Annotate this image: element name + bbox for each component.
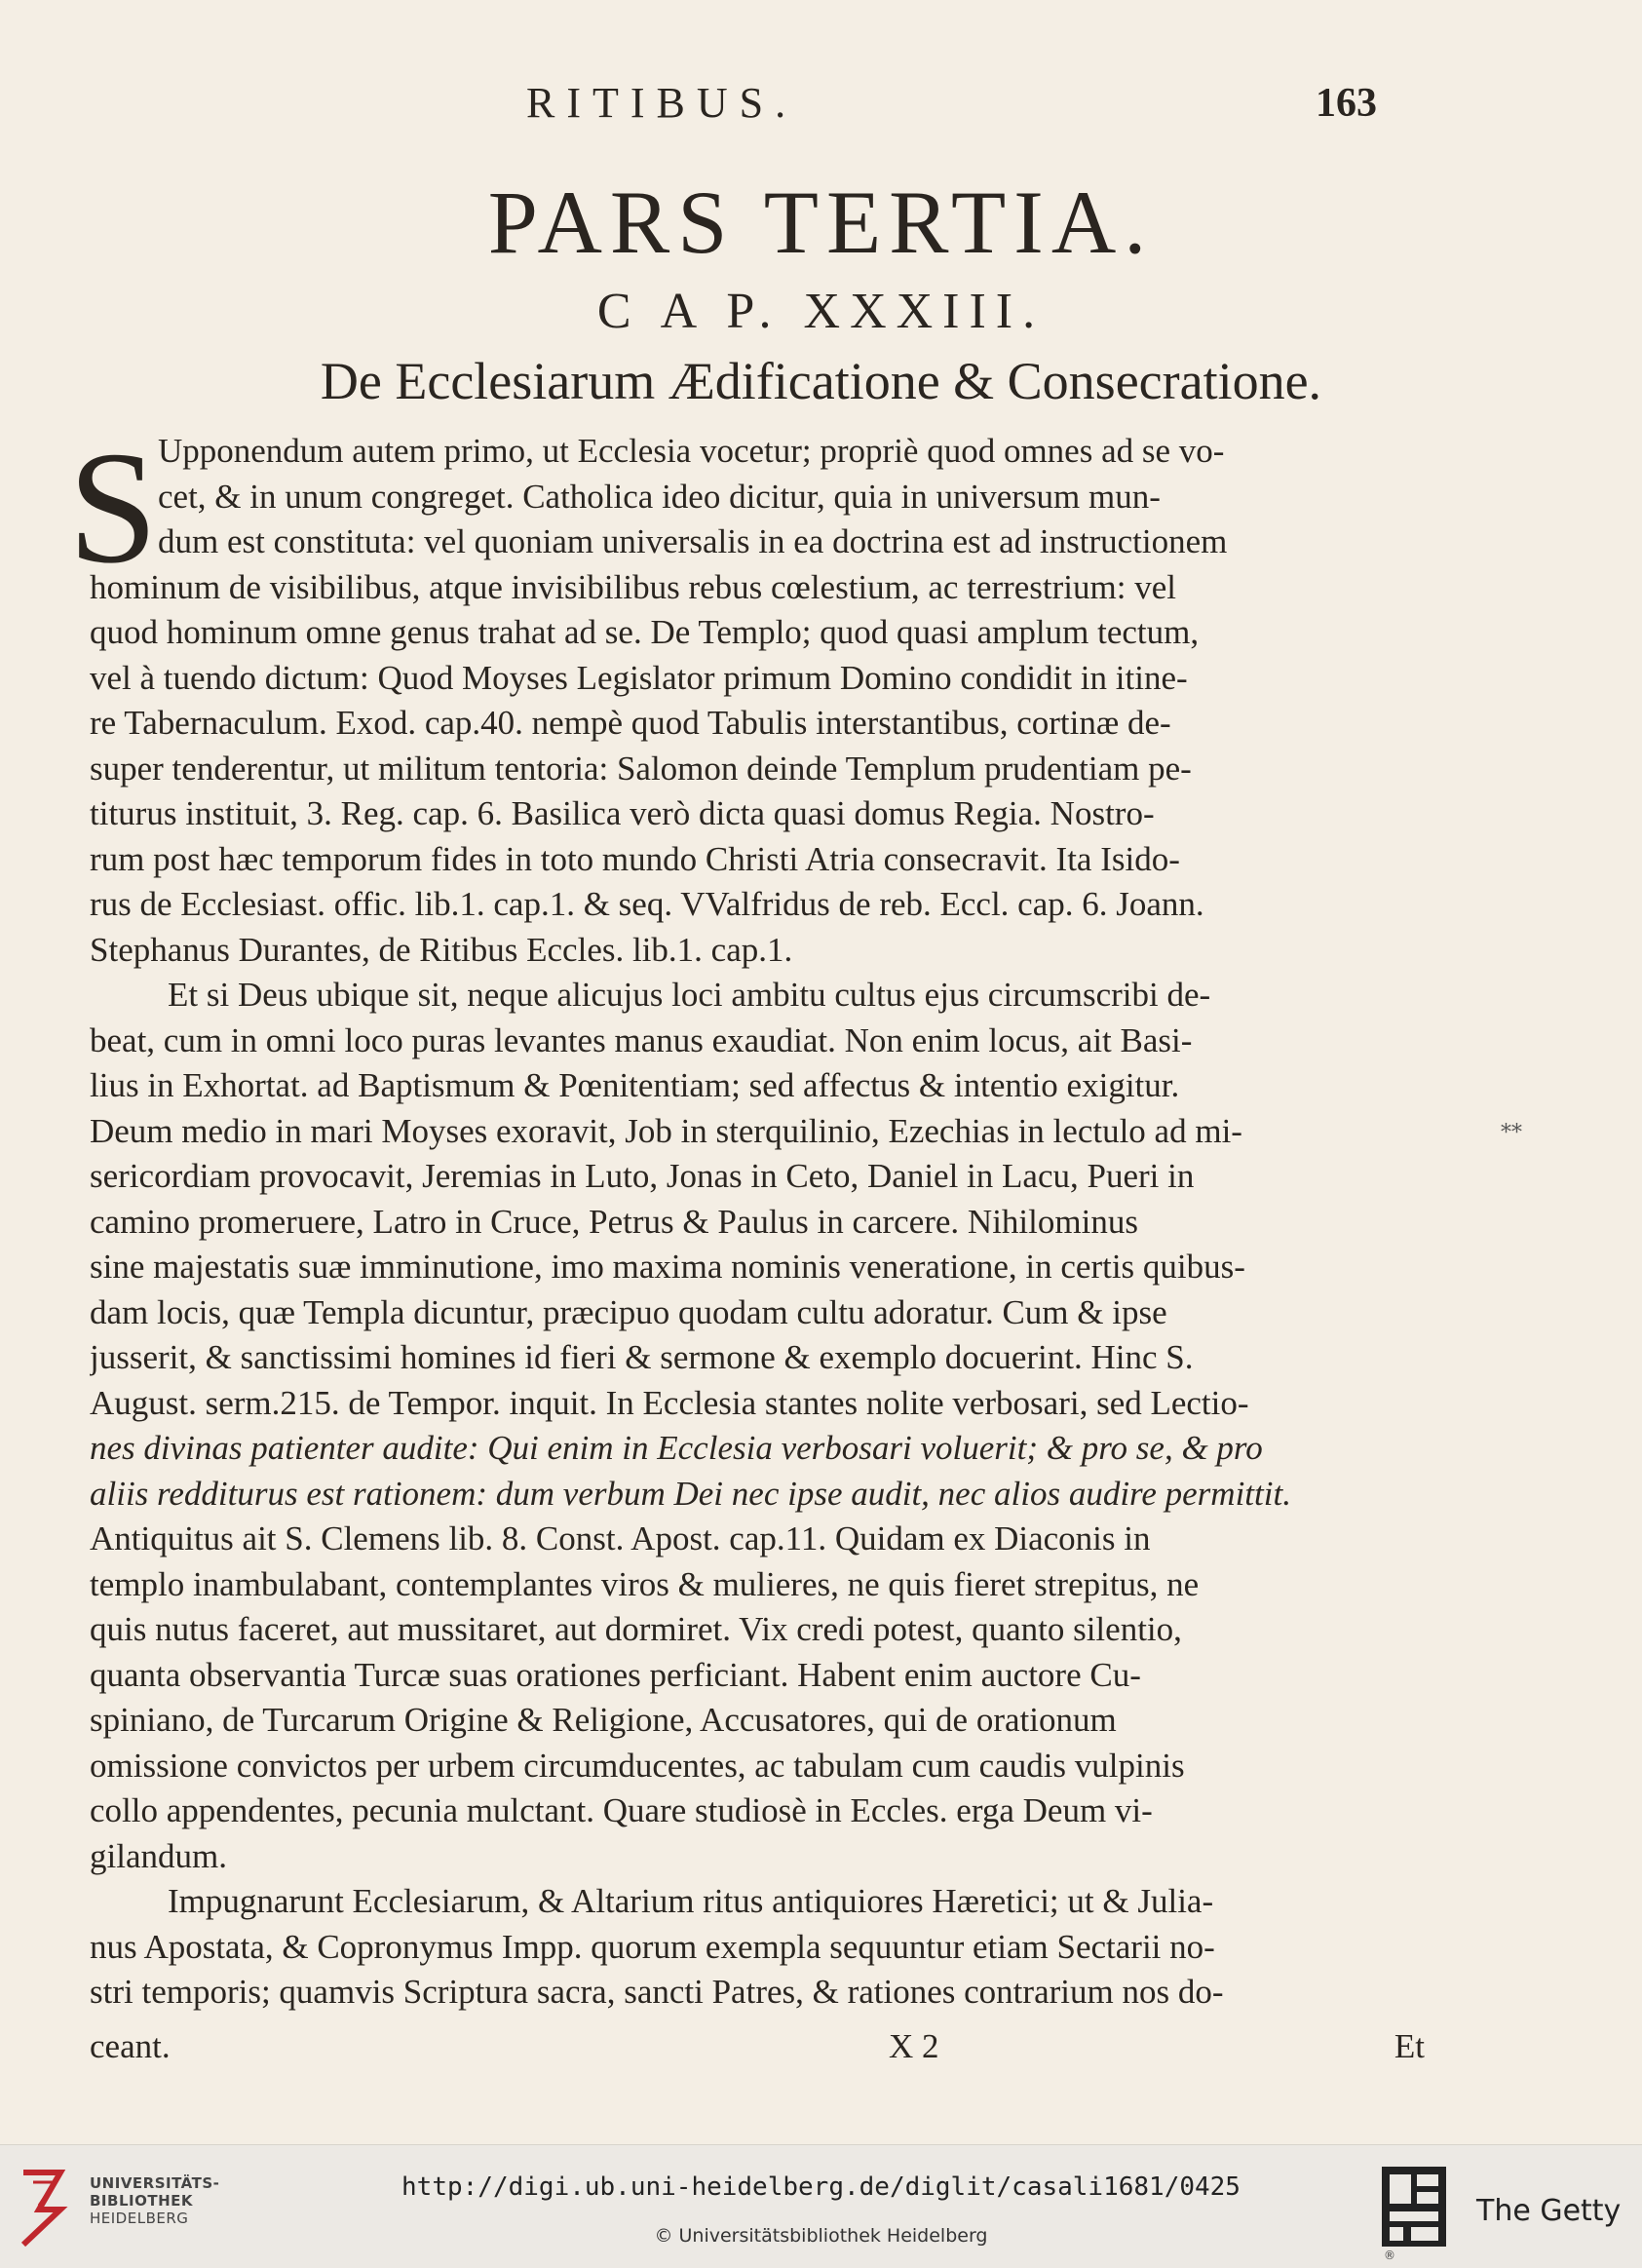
text-line: sine majestatis suæ imminutione, imo maxima nominis veneratione, in certis quibus-	[90, 1248, 1245, 1286]
text-line: jusserit, & sanctissimi homines id fieri & sermone & exemplo docuerint. Hinc S.	[90, 1338, 1194, 1376]
copyright-notice: © Universitätsbibliothek Heidelberg	[654, 2225, 988, 2247]
text-line: nes divinas patienter audite: Qui enim in Ecclesia verbosari voluerit; & pro se, & pro	[90, 1429, 1263, 1467]
text-line: omissione convictos per urbem circumducentes, ac tabulam cum caudis vulpinis	[90, 1746, 1185, 1785]
text-line: dum est constituta: vel quoniam universalis in ea doctrina est ad instructionem	[158, 522, 1228, 560]
text-line: aliis redditurus est rationem: dum verbum Dei nec ipse audit, nec alios audire permittit.	[90, 1474, 1291, 1513]
running-title: RITIBUS.	[526, 79, 798, 127]
text-line: rus de Ecclesiast. offic. lib.1. cap.1. & seq. VValfridus de reb. Eccl. cap. 6. Joann.	[90, 885, 1204, 923]
text-line: camino promeruere, Latro in Cruce, Petrus & Paulus in carcere. Nihilominus	[90, 1202, 1138, 1241]
text-line: templo inambulabant, contemplantes viros & mulieres, ne quis fieret strepitus, ne	[90, 1564, 1200, 1603]
drop-capital: S	[68, 418, 158, 596]
text-line: quod hominum omne genus trahat ad se. De Templo; quod quasi amplum tectum,	[90, 613, 1200, 651]
permalink-url[interactable]: http://digi.ub.uni-heidelberg.de/diglit/casali1681/0425	[401, 2172, 1241, 2202]
chapter-heading: De Ecclesiarum Ædificatione & Consecratione.	[320, 352, 1322, 410]
getty-logo-icon	[1382, 2167, 1446, 2247]
text-line: Deum medio in mari Moyses exoravit, Job in sterquilinio, Ezechias in lectulo ad mi-	[90, 1111, 1242, 1150]
body-text	[90, 429, 1395, 2016]
running-head	[0, 78, 1642, 136]
text-line: spiniano, de Turcarum Origine & Religione, Accusatores, qui de orationum	[90, 1701, 1117, 1739]
text-line: cet, & in unum congreget. Catholica ideo dicitur, quia in universum mun-	[158, 477, 1161, 516]
catchword: Et	[1394, 2027, 1425, 2065]
getty-name: The Getty	[1476, 2194, 1622, 2228]
text-line: Antiquitus ait S. Clemens lib. 8. Const. Apost. cap.11. Quidam ex Diaconis in	[90, 1519, 1151, 1557]
text-line: Et si Deus ubique sit, neque alicujus loci ambitu cultus ejus circumscribi de-	[168, 976, 1211, 1014]
text-line: titurus instituit, 3. Reg. cap. 6. Basilica verò dicta quasi domus Regia. Nostro-	[90, 794, 1155, 832]
registered-mark: ®	[1384, 2249, 1395, 2262]
signature-mark: X 2	[889, 2027, 939, 2065]
viewer-footer	[0, 2144, 1642, 2268]
text-line: Stephanus Durantes, de Ritibus Eccles. lib.1. cap.1.	[90, 930, 793, 969]
text-line: August. serm.215. de Tempor. inquit. In Ecclesia stantes nolite verbosari, sed Lectio-	[90, 1383, 1249, 1422]
text-line: sericordiam provocavit, Jeremias in Luto, Jonas in Ceto, Daniel in Lacu, Pueri in	[90, 1157, 1195, 1195]
institution-line: HEIDELBERG	[90, 2210, 189, 2227]
last-line-word: ceant.	[90, 2027, 171, 2065]
text-line: collo appendentes, pecunia mulctant. Quare studiosè in Eccles. erga Deum vi-	[90, 1791, 1153, 1829]
text-line: nus Apostata, & Copronymus Impp. quorum exempla sequuntur etiam Sectarii no-	[90, 1927, 1215, 1966]
text-line: gilandum.	[90, 1836, 227, 1875]
text-line: Upponendum autem primo, ut Ecclesia vocetur; propriè quod omnes ad se vo-	[158, 432, 1225, 470]
text-line: lius in Exhortat. ad Baptismum & Pœnitentiam; sed affectus & intentio exigitur.	[90, 1066, 1180, 1104]
part-title: PARS TERTIA.	[487, 173, 1155, 272]
text-line: beat, cum in omni loco puras levantes manus exaudiat. Non enim locus, ait Basi-	[90, 1020, 1193, 1059]
page-number: 163	[1316, 81, 1377, 126]
text-line: dam locis, quæ Templa dicuntur, præcipuo quodam cultu adoratur. Cum & ipse	[90, 1292, 1167, 1331]
text-line: Impugnarunt Ecclesiarum, & Altarium ritus antiquiores Hæretici; ut & Julia-	[168, 1882, 1214, 1920]
text-line: rum post hæc temporum fides in toto mundo Christi Atria consecravit. Ita Isido-	[90, 839, 1180, 878]
chapter-number: C A P. XXXIII.	[596, 284, 1046, 339]
catchword-row	[90, 2027, 1425, 2074]
institution-line: BIBLIOTHEK	[90, 2192, 193, 2210]
institution-line: UNIVERSITÄTS-	[90, 2174, 220, 2192]
text-line: quis nutus faceret, aut mussitaret, aut dormiret. Vix credi potest, quanto silentio,	[90, 1610, 1182, 1648]
text-line: stri temporis; quamvis Scriptura sacra, sancti Patres, & rationes contrarium nos do-	[90, 1973, 1224, 2011]
margin-mark: **	[1501, 1121, 1522, 1145]
text-line: vel à tuendo dictum: Quod Moyses Legislator primum Domino condidit in itine-	[90, 658, 1188, 697]
text-line: hominum de visibilibus, atque invisibilibus rebus cœlestium, ac terrestrium: vel	[90, 567, 1176, 606]
text-line: quanta observantia Turcæ suas orationes perficiant. Habent enim auctore Cu-	[90, 1655, 1141, 1694]
text-line: super tenderentur, ut militum tentoria: Salomon deinde Templum prudentiam pe-	[90, 749, 1192, 788]
text-line: re Tabernaculum. Exod. cap.40. nempè quod Tabulis interstantibus, cortinæ de-	[90, 704, 1171, 742]
